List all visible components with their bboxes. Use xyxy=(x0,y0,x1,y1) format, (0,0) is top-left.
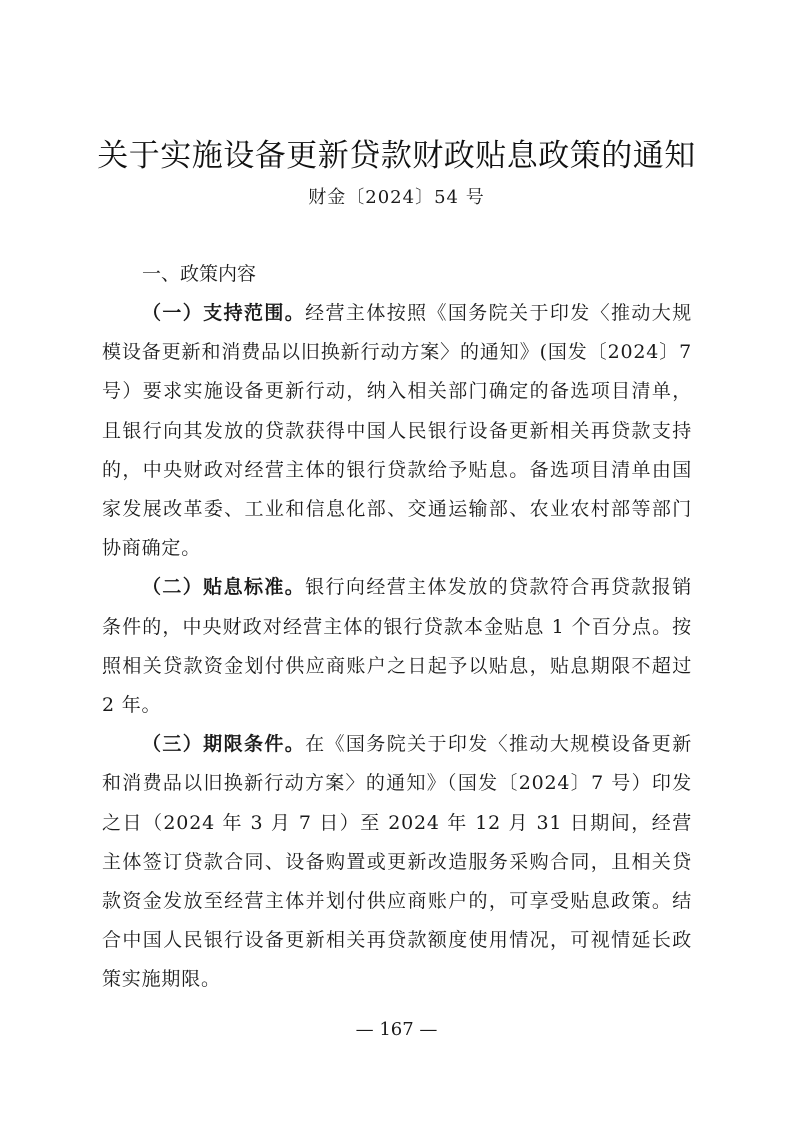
document-number: 财金〔2024〕54 号 xyxy=(308,187,485,208)
paragraph-text: 银行向经营主体发放的贷款符合再贷款报销条件的，中央财政对经营主体的银行贷款本金贴息 1 个百分点。按照相关贷款资金划付供应商账户之日起予以贴息，贴息期限不超过 2 年。 xyxy=(102,576,692,717)
page-number: — 167 — xyxy=(355,1019,438,1040)
document-body xyxy=(102,254,692,1000)
paragraph-lead: （三）期限条件。 xyxy=(142,733,306,756)
paragraph-text: 在《国务院关于印发〈推动大规模设备更新和消费品以旧换新行动方案〉的通知》（国发〔2024〕7 号）印发之日（2024 年 3 月 7 日）至 2024 年 12 月 31 日期间，经营主体签订贷款合同、设备购置或更新改造服务采购合同，且相关贷款资金发放至经营主体并划付供应商账户的，可享受贴息政策。结合中国人民银行设备更新相关再贷款额度使用情况，可视情延长政策实施期限。 xyxy=(102,733,692,991)
section-heading: 一、政策内容 xyxy=(142,263,257,285)
paragraph-subsidy-standard xyxy=(102,568,692,725)
paragraph-lead: （一）支持范围。 xyxy=(142,302,306,324)
paragraph-support-scope xyxy=(102,294,692,568)
paragraph-lead: （二）贴息标准。 xyxy=(142,576,306,599)
paragraph-time-conditions xyxy=(102,725,692,999)
paragraph-text: 经营主体按照《国务院关于印发〈推动大规模设备更新和消费品以旧换新行动方案〉的通知》(国发〔2024〕7 号）要求实施设备更新行动，纳入相关部门确定的备选项目清单，且银行向其发放的贷款获得中国人民银行设备更新相关再贷款支持的，中央财政对经营主体的银行贷款给予贴息。备选项目清单由国家发展改革委、工业和信息化部、交通运输部、农业农村部等部门协商确定。 xyxy=(102,302,692,560)
document-title: 关于实施设备更新贷款财政贴息政策的通知 xyxy=(97,138,696,174)
